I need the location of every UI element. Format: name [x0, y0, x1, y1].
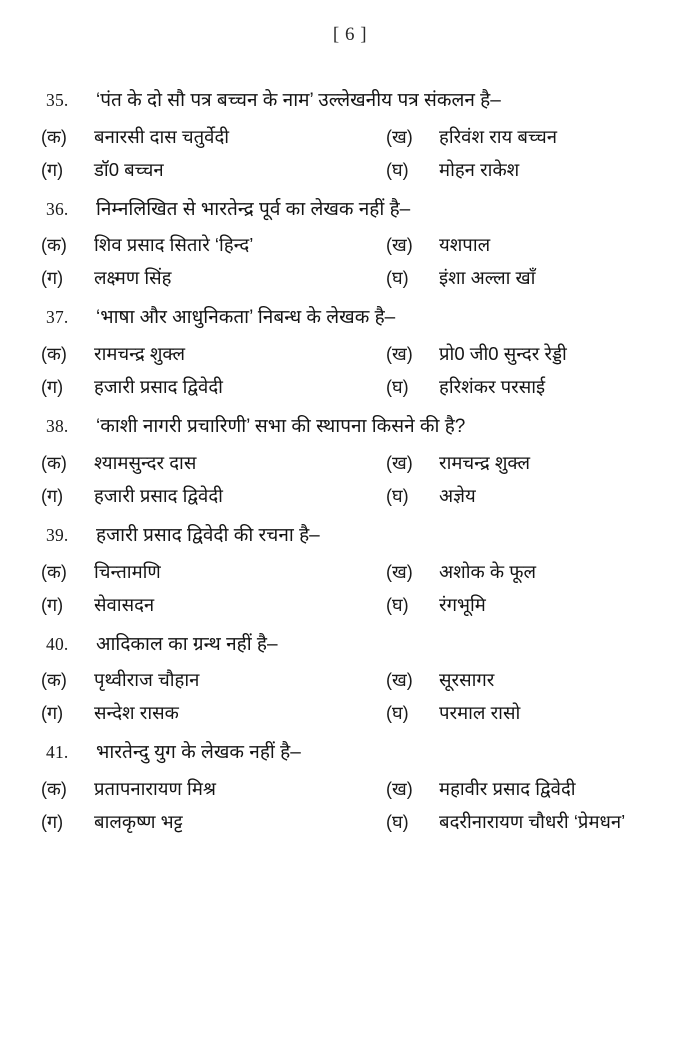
- option-d[interactable]: [386, 158, 519, 182]
- option-b[interactable]: [386, 125, 557, 149]
- option-marker-a: (क): [41, 779, 67, 800]
- option-c[interactable]: [41, 158, 386, 182]
- question-number: 38.: [46, 416, 69, 437]
- question-stem: [0, 632, 700, 658]
- option-marker-b: (ख): [386, 779, 413, 800]
- option-text-a: पृथ्वीराज चौहान: [94, 669, 200, 691]
- question-number: 41.: [46, 742, 69, 763]
- question-text: भारतेन्दु युग के लेखक नहीं है–: [96, 742, 301, 764]
- option-text-b: रामचन्द्र शुक्ल: [439, 451, 531, 473]
- option-text-a: बनारसी दास चतुर्वेदी: [94, 125, 230, 147]
- option-text-b: यशपाल: [439, 234, 491, 256]
- question-stem: [0, 197, 700, 223]
- question-number: 35.: [46, 90, 69, 110]
- option-row: [0, 668, 700, 692]
- option-text-b: महावीर प्रसाद द्विवेदी: [439, 778, 576, 800]
- option-marker-d: (घ): [386, 485, 409, 506]
- option-marker-b: (ख): [386, 670, 413, 691]
- option-marker-c: (ग): [41, 594, 64, 615]
- option-row: [0, 777, 700, 801]
- question-text: ‘काशी नागरी प्रचारिणी’ सभा की स्थापना किसने की है?: [96, 416, 466, 438]
- option-text-c: बालकृष्ण भट्ट: [94, 811, 183, 833]
- question-stem: [0, 740, 700, 766]
- question-block: [0, 305, 700, 399]
- option-text-d: मोहन राकेश: [439, 158, 520, 180]
- option-text-a: चिन्तामणि: [94, 560, 161, 582]
- option-d[interactable]: [386, 266, 535, 290]
- option-b[interactable]: [386, 560, 536, 584]
- option-d[interactable]: [386, 810, 625, 834]
- question-block: [0, 88, 700, 182]
- question-block: [0, 197, 700, 291]
- option-c[interactable]: [41, 484, 386, 508]
- option-row: [0, 810, 700, 834]
- option-text-c: हजारी प्रसाद द्विवेदी: [94, 484, 223, 506]
- question-stem: [0, 523, 700, 549]
- option-text-c: सन्देश रासक: [94, 702, 179, 724]
- question-stem: [0, 305, 700, 331]
- option-marker-b: (ख): [386, 561, 413, 582]
- option-a[interactable]: [41, 451, 386, 475]
- option-text-d: हरिशंकर परसाई: [439, 376, 546, 398]
- option-b[interactable]: [386, 451, 530, 475]
- option-d[interactable]: [386, 593, 486, 617]
- option-marker-c: (ग): [41, 812, 64, 833]
- option-c[interactable]: [41, 593, 386, 617]
- option-text-d: अज्ञेय: [439, 484, 476, 506]
- option-marker-c: (ग): [41, 377, 64, 398]
- option-marker-d: (घ): [386, 703, 409, 724]
- option-marker-d: (घ): [386, 594, 409, 615]
- question-text: निम्नलिखित से भारतेन्द्र पूर्व का लेखक नहीं है–: [96, 198, 411, 220]
- option-text-a: श्यामसुन्दर दास: [94, 451, 197, 473]
- option-a[interactable]: [41, 125, 386, 149]
- option-text-d: बदरीनारायण चौधरी ‘प्रेमधन’: [439, 811, 626, 833]
- question-number: 36.: [46, 198, 69, 219]
- question-text: ‘भाषा और आधुनिकता’ निबन्ध के लेखक है–: [96, 307, 396, 329]
- option-row: [0, 375, 700, 399]
- option-marker-a: (क): [41, 344, 67, 365]
- option-b[interactable]: [386, 777, 576, 801]
- option-marker-b: (ख): [386, 344, 413, 365]
- question-stem: [0, 88, 700, 114]
- option-marker-d: (घ): [386, 812, 409, 833]
- option-a[interactable]: [41, 777, 386, 801]
- option-c[interactable]: [41, 701, 386, 725]
- option-text-c: डॉ0 बच्चन: [94, 158, 164, 180]
- page-number-header: [ 6 ]: [332, 24, 368, 45]
- question-number: 40.: [46, 633, 69, 654]
- question-number: 37.: [46, 307, 69, 328]
- question-stem: [0, 414, 700, 440]
- option-c[interactable]: [41, 810, 386, 834]
- option-a[interactable]: [41, 560, 386, 584]
- option-row: [0, 158, 700, 182]
- option-marker-d: (घ): [386, 377, 409, 398]
- option-text-b: सूरसागर: [439, 669, 495, 691]
- option-b[interactable]: [386, 342, 567, 366]
- option-row: [0, 125, 700, 149]
- option-text-d: परमाल रासो: [439, 702, 521, 724]
- question-number: 39.: [46, 524, 69, 545]
- option-a[interactable]: [41, 233, 386, 257]
- option-marker-a: (क): [41, 235, 67, 256]
- question-block: [0, 414, 700, 508]
- option-row: [0, 593, 700, 617]
- option-marker-d: (घ): [386, 159, 409, 180]
- option-text-d: रंगभूमि: [439, 593, 486, 615]
- option-d[interactable]: [386, 484, 476, 508]
- option-text-c: हजारी प्रसाद द्विवेदी: [94, 376, 223, 398]
- option-text-a: प्रतापनारायण मिश्र: [94, 778, 216, 800]
- option-marker-c: (ग): [41, 268, 64, 289]
- option-row: [0, 233, 700, 257]
- option-c[interactable]: [41, 266, 386, 290]
- question-block: [0, 632, 700, 726]
- option-a[interactable]: [41, 342, 386, 366]
- option-text-d: इंशा अल्ला खाँ: [439, 267, 536, 289]
- option-row: [0, 451, 700, 475]
- option-marker-d: (घ): [386, 268, 409, 289]
- option-marker-b: (ख): [386, 452, 413, 473]
- question-text: ‘पंत के दो सौ पत्र बच्चन के नाम’ उल्लेखनीय पत्र संकलन है–: [96, 90, 501, 111]
- option-marker-c: (ग): [41, 485, 64, 506]
- option-marker-b: (ख): [386, 235, 413, 256]
- question-text: हजारी प्रसाद द्विवेदी की रचना है–: [96, 524, 320, 546]
- question-list: [0, 88, 700, 834]
- option-row: [0, 484, 700, 508]
- option-marker-c: (ग): [41, 159, 64, 180]
- option-row: [0, 342, 700, 366]
- question-block: [0, 740, 700, 834]
- option-row: [0, 701, 700, 725]
- option-text-b: हरिवंश राय बच्चन: [439, 125, 557, 147]
- option-b[interactable]: [386, 233, 490, 257]
- option-text-b: प्रो0 जी0 सुन्दर रेड्डी: [439, 343, 567, 365]
- option-b[interactable]: [386, 668, 494, 692]
- option-marker-b: (ख): [386, 126, 413, 147]
- option-d[interactable]: [386, 375, 545, 399]
- option-text-c: सेवासदन: [94, 593, 155, 615]
- option-marker-a: (क): [41, 126, 67, 147]
- option-a[interactable]: [41, 668, 386, 692]
- option-marker-a: (क): [41, 561, 67, 582]
- option-marker-a: (क): [41, 452, 67, 473]
- option-marker-a: (क): [41, 670, 67, 691]
- option-text-b: अशोक के फूल: [439, 560, 537, 582]
- option-text-a: रामचन्द्र शुक्ल: [94, 343, 186, 365]
- option-text-a: शिव प्रसाद सितारे ‘हिन्द’: [94, 234, 254, 256]
- option-c[interactable]: [41, 375, 386, 399]
- question-block: [0, 523, 700, 617]
- option-text-c: लक्ष्मण सिंह: [94, 267, 172, 289]
- option-d[interactable]: [386, 701, 520, 725]
- option-row: [0, 560, 700, 584]
- question-text: आदिकाल का ग्रन्थ नहीं है–: [96, 633, 278, 655]
- option-marker-c: (ग): [41, 703, 64, 724]
- option-row: [0, 266, 700, 290]
